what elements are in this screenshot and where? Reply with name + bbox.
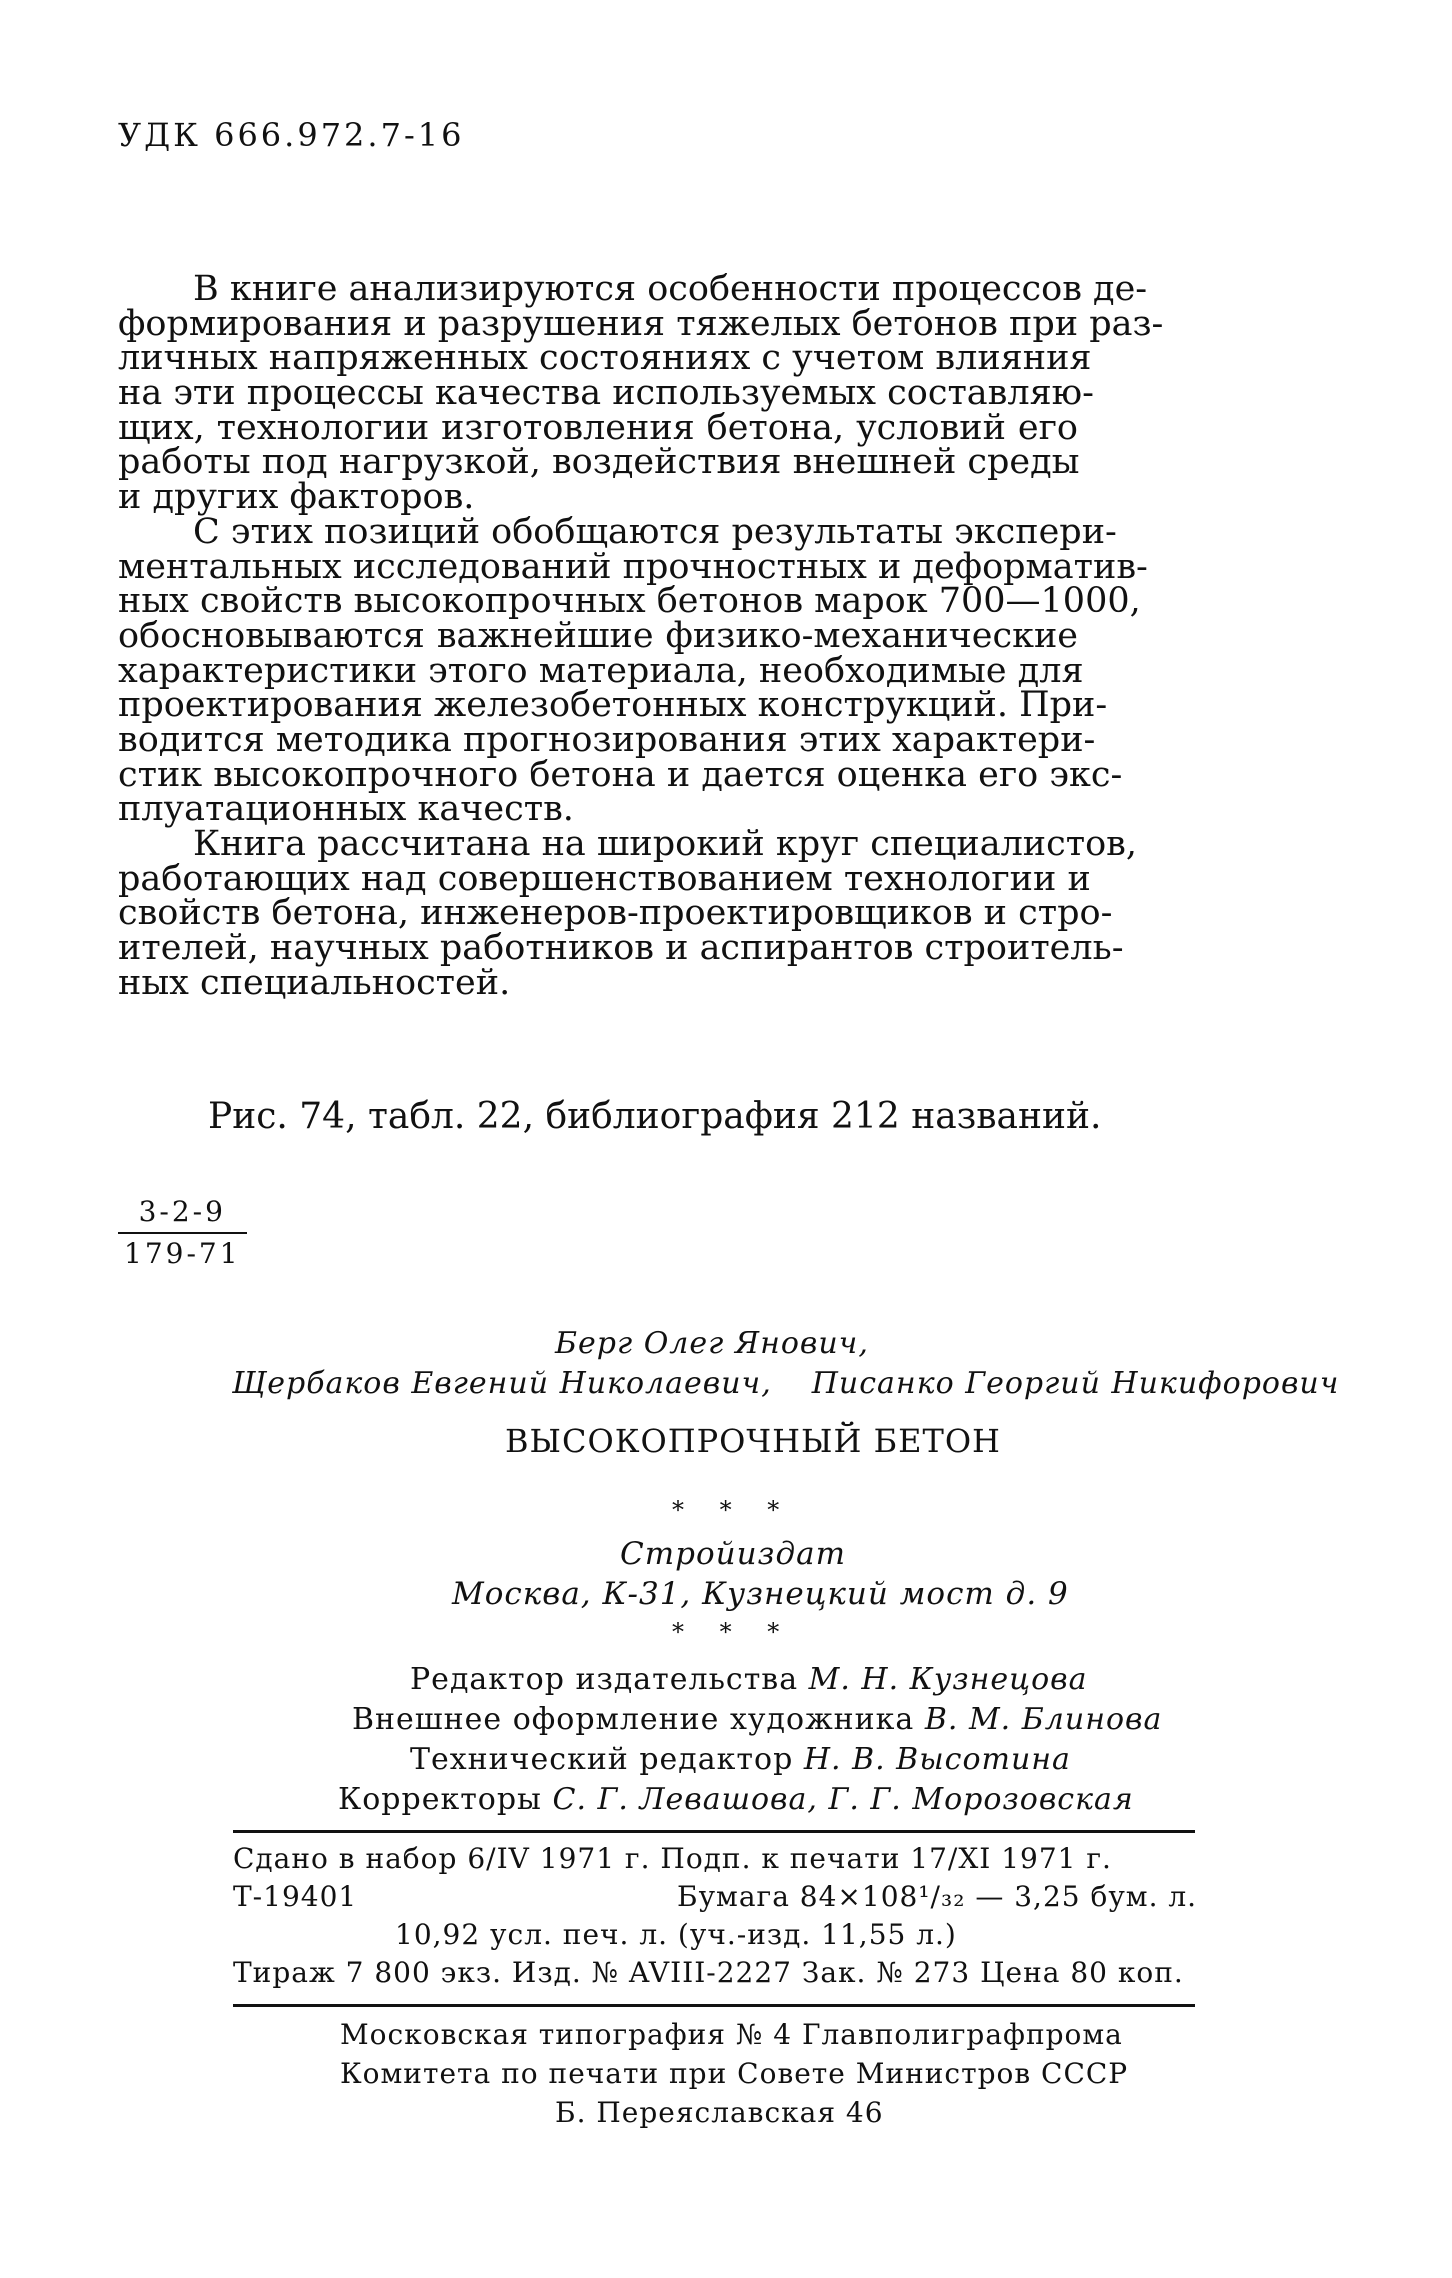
author-3: Писанко Георгий Никифорович: [811, 1366, 1340, 1401]
abstract-line: ных специальностей.: [118, 962, 511, 1003]
abstract-line: ителей, научных работников и аспирантов строитель-: [118, 928, 1124, 969]
abstract: [118, 269, 1164, 1003]
printer-line: Московская типография № 4 Главполиграфпрома: [340, 2018, 1123, 2051]
author-line-1: Берг Олег Янович,: [555, 1326, 869, 1361]
abstract-line: стик высокопрочного бетона и дается оценка его экс-: [118, 754, 1123, 795]
index-fraction: [118, 1192, 247, 1274]
udc-code: УДК 666.972.7-16: [118, 116, 465, 154]
abstract-line: С этих позиций обобщаются результаты экспери-: [193, 511, 1117, 552]
printer-line: Комитета по печати при Совете Министров СССР: [340, 2057, 1129, 2090]
figures-note: Рис. 74, табл. 22, библиография 212 названий.: [208, 1096, 1102, 1137]
abstract-line: В книге анализируются особенности процессов де-: [193, 269, 1148, 309]
credit-person: С. Г. Левашова, Г. Г. Морозовская: [552, 1782, 1134, 1817]
credit-person: М. Н. Кузнецова: [808, 1662, 1088, 1697]
abstract-line: ных свойств высокопрочных бетонов марок 700—1000,: [118, 581, 1141, 622]
abstract-line: плуатационных качеств.: [118, 789, 574, 830]
abstract-line: проектирования железобетонных конструкций. При-: [118, 685, 1108, 726]
abstract-line: и других факторов.: [118, 477, 475, 518]
index-numerator: 3-2-9: [118, 1192, 247, 1234]
imprint-line: Бумага 84×108¹/₃₂ — 3,25 бум. л.: [677, 1880, 1198, 1913]
separator-stars: * * *: [672, 1618, 794, 1646]
publisher: Стройиздат: [620, 1536, 846, 1572]
abstract-line: характеристики этого материала, необходимые для: [118, 650, 1084, 691]
credit-role: Внешнее оформление художника: [352, 1702, 915, 1737]
imprint-line: Тираж 7 800 экз. Изд. № AVIII-2227 Зак. № 273 Цена 80 коп.: [233, 1956, 1184, 1989]
author-2: Щербаков Евгений Николаевич,: [232, 1366, 772, 1401]
abstract-line: щих, технологии изготовления бетона, условий его: [118, 407, 1078, 448]
author-line-2: [232, 1366, 1339, 1401]
abstract-line: личных напряженных состояниях с учетом влияния: [118, 338, 1092, 379]
credit-role: Редактор издательства: [410, 1662, 799, 1697]
credit-line: [352, 1702, 1162, 1737]
abstract-line: свойств бетона, инженеров-проектировщиков и стро-: [118, 893, 1113, 934]
abstract-line: водится методика прогнозирования этих характери-: [118, 719, 1096, 760]
credit-line: [338, 1782, 1134, 1817]
abstract-line: Книга рассчитана на широкий круг специалистов,: [193, 824, 1137, 864]
imprint-line: 10,92 усл. печ. л. (уч.-изд. 11,55 л.): [395, 1918, 957, 1951]
book-title: ВЫСОКОПРОЧНЫЙ БЕТОН: [505, 1422, 1001, 1460]
credit-person: Н. В. Высотина: [803, 1742, 1071, 1777]
abstract-line: работающих над совершенствованием технологии и: [118, 858, 1091, 899]
abstract-line: на эти процессы качества используемых составляю-: [118, 373, 1094, 414]
abstract-line: ментальных исследований прочностных и деформатив-: [118, 546, 1148, 587]
publisher-address: Москва, К-31, Кузнецкий мост д. 9: [452, 1576, 1069, 1612]
credit-line: [410, 1742, 1071, 1777]
divider-rule: [233, 1830, 1195, 1833]
index-denominator: 179-71: [124, 1237, 241, 1270]
divider-rule: [233, 2004, 1195, 2007]
separator-stars: * * *: [672, 1496, 794, 1524]
credit-person: В. М. Блинова: [924, 1702, 1163, 1737]
imprint-line: Сдано в набор 6/IV 1971 г. Подп. к печати 17/XI 1971 г.: [233, 1842, 1112, 1875]
abstract-line: формирования и разрушения тяжелых бетонов при раз-: [118, 303, 1164, 344]
imprint-line: Т-19401: [233, 1880, 358, 1913]
credit-role: Технический редактор: [410, 1742, 794, 1777]
credit-role: Корректоры: [338, 1782, 542, 1817]
printer-line: Б. Переяславская 46: [555, 2096, 884, 2129]
abstract-line: обосновываются важнейшие физико-механические: [118, 615, 1078, 656]
abstract-line: работы под нагрузкой, воздействия внешней среды: [118, 442, 1080, 483]
credit-line: [410, 1662, 1088, 1697]
